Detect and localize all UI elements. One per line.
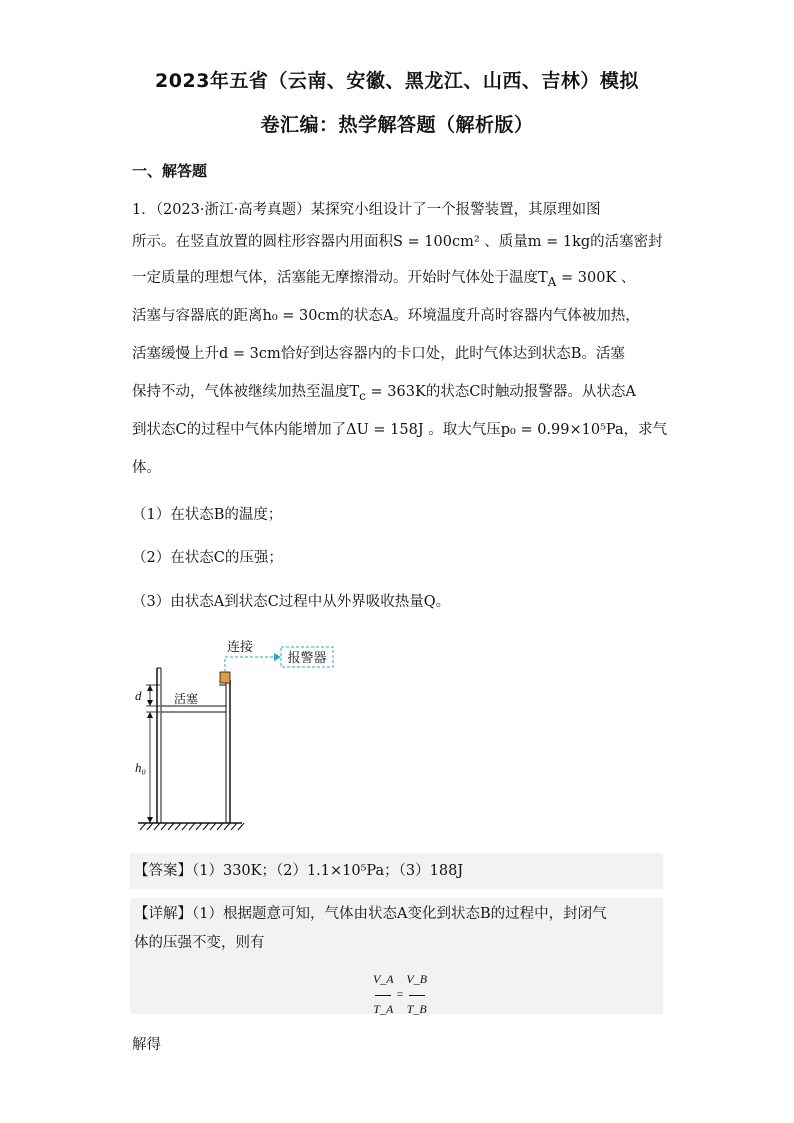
formula-num-right: V_B	[406, 972, 428, 986]
section-heading: 一、解答题	[132, 162, 208, 180]
page-title-line2: 卷汇编：热学解答题（解析版）	[260, 114, 534, 136]
label-h0: h₀	[135, 760, 147, 775]
detail-line-1: 【详解】（1）根据题意可知，气体由状态A变化到状态B的过程中，封闭气	[134, 906, 607, 922]
problem-line-8: 体。	[132, 460, 161, 476]
formula-den-right: T_B	[406, 1002, 427, 1016]
label-alarm: 报警器	[287, 650, 327, 665]
problem-line-7: 到状态C的过程中气体内能增加了ΔU = 158J 。取大气压p₀ = 0.99×10⁵Pa，求气	[132, 422, 668, 438]
detail-line-2: 体的压强不变，则有	[134, 935, 265, 951]
formula-va-ta-eq-vb-tb: $\frac{V\_A}{T\_A}$ = $\frac{V\_B}{T\_B}$	[372, 972, 428, 1016]
problem-line-3: 一定质量的理想气体，活塞能无摩擦滑动。开始时气体处于温度$T_A = 300K$ 、	[132, 270, 636, 289]
sub-question-3: （3）由状态A到状态C过程中从外界吸收热量Q。	[132, 594, 451, 610]
problem-line-5: 活塞缓慢上升d = 3cm恰好到达容器内的卡口处，此时气体达到状态B。活塞	[132, 346, 625, 362]
page-title-line1: 2023年五省（云南、安徽、黑龙江、山西、吉林）模拟	[155, 70, 639, 92]
problem-line-4: 活塞与容器底的距离h₀ = 30cm的状态A。环境温度升高时容器内气体被加热，	[132, 308, 640, 324]
solve-label: 解得	[132, 1037, 161, 1053]
alarm-device-diagram	[130, 630, 350, 839]
answer-line: 【答案】（1）330K；（2）1.1×10⁵Pa；（3）188J	[134, 863, 464, 879]
problem-line-2: 所示。在竖直放置的圆柱形容器内用面积S = 100cm² 、质量m = 1kg的活塞密封	[132, 234, 663, 250]
formula-num-left: V_A	[372, 972, 394, 986]
problem-line-1: 1．（2023·浙江·高考真题）某探究小组设计了一个报警装置，其原理如图	[132, 202, 601, 218]
diagram-svg	[130, 630, 350, 835]
sub-question-2: （2）在状态C的压强；	[132, 550, 283, 566]
sub-question-1: （1）在状态B的温度；	[132, 507, 283, 523]
label-piston: 活塞	[174, 692, 199, 706]
label-connect: 连接	[227, 639, 254, 654]
problem-line-6: 保持不动，气体被继续加热至温度$T_c = 363K$的状态C时触动报警器。从状态A	[132, 384, 636, 403]
label-d: d	[135, 688, 142, 703]
formula-den-left: T_A	[373, 1002, 394, 1016]
